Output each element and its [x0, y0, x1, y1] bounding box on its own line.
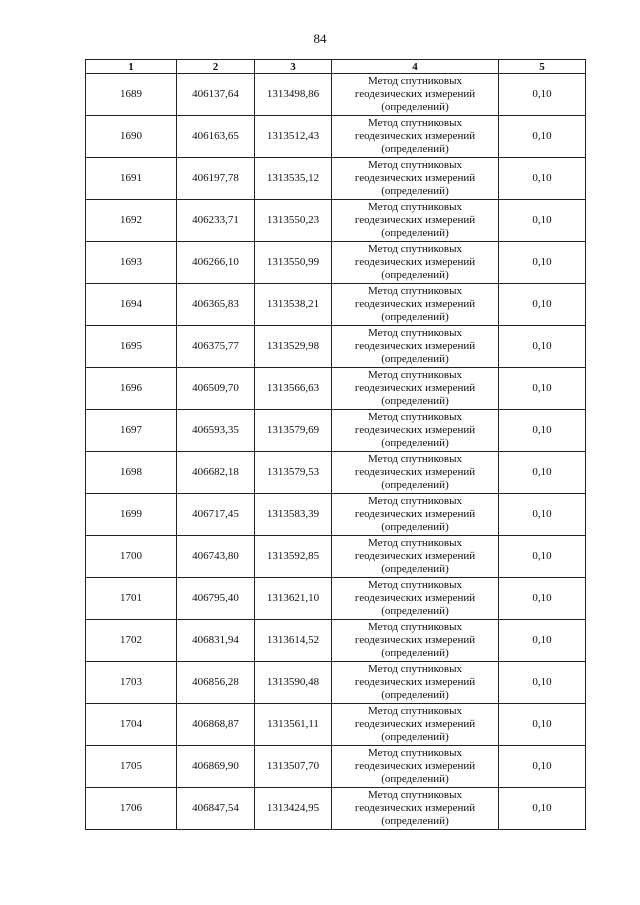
table-body: [86, 74, 586, 830]
table-row: [86, 620, 586, 662]
table-row: [86, 452, 586, 494]
coordinate-y: 1313579,69: [255, 410, 332, 452]
method-line: Метод спутниковых: [368, 159, 462, 171]
coordinate-x: 406163,65: [177, 116, 255, 158]
method-line: (определений): [381, 185, 449, 197]
point-number: 1704: [86, 704, 177, 746]
method-line: Метод спутниковых: [368, 789, 462, 801]
method-line: геодезических измерений: [354, 802, 476, 814]
table-row: [86, 242, 586, 284]
header-col-4: 4: [332, 60, 499, 74]
method-cell: [332, 200, 499, 242]
accuracy-value: 0,10: [499, 452, 586, 494]
method-line: геодезических измерений: [354, 718, 476, 730]
method-line: геодезических измерений: [354, 214, 476, 226]
method-cell: [332, 746, 499, 788]
method-cell: [332, 494, 499, 536]
method-line: Метод спутниковых: [368, 705, 462, 717]
coordinate-y: 1313550,23: [255, 200, 332, 242]
point-number: 1701: [86, 578, 177, 620]
method-cell: [332, 368, 499, 410]
method-line: (определений): [381, 647, 449, 659]
method-line: (определений): [381, 101, 449, 113]
method-cell: [332, 536, 499, 578]
point-number: 1698: [86, 452, 177, 494]
point-number: 1706: [86, 788, 177, 830]
table-row: [86, 494, 586, 536]
point-number: 1690: [86, 116, 177, 158]
table-row: [86, 578, 586, 620]
coordinate-y: 1313592,85: [255, 536, 332, 578]
method-line: геодезических измерений: [354, 634, 476, 646]
table-row: [86, 74, 586, 116]
accuracy-value: 0,10: [499, 158, 586, 200]
table-row: [86, 200, 586, 242]
coordinate-y: 1313424,95: [255, 788, 332, 830]
coordinate-x: 406868,87: [177, 704, 255, 746]
method-cell: [332, 788, 499, 830]
method-line: (определений): [381, 773, 449, 785]
coordinate-y: 1313579,53: [255, 452, 332, 494]
accuracy-value: 0,10: [499, 578, 586, 620]
table-row: [86, 410, 586, 452]
table-row: [86, 536, 586, 578]
point-number: 1693: [86, 242, 177, 284]
coordinate-x: 406365,83: [177, 284, 255, 326]
table-row: [86, 368, 586, 410]
method-cell: [332, 158, 499, 200]
coordinate-x: 406743,80: [177, 536, 255, 578]
method-line: (определений): [381, 143, 449, 155]
coordinate-y: 1313529,98: [255, 326, 332, 368]
coordinate-x: 406375,77: [177, 326, 255, 368]
method-cell: [332, 662, 499, 704]
coordinate-x: 406831,94: [177, 620, 255, 662]
point-number: 1689: [86, 74, 177, 116]
method-line: (определений): [381, 815, 449, 827]
method-line: (определений): [381, 521, 449, 533]
coordinate-x: 406717,45: [177, 494, 255, 536]
coordinate-x: 406847,54: [177, 788, 255, 830]
page-number: 84: [313, 31, 327, 46]
method-line: (определений): [381, 353, 449, 365]
accuracy-value: 0,10: [499, 620, 586, 662]
coordinate-y: 1313621,10: [255, 578, 332, 620]
accuracy-value: 0,10: [499, 284, 586, 326]
accuracy-value: 0,10: [499, 200, 586, 242]
accuracy-value: 0,10: [499, 242, 586, 284]
method-line: Метод спутниковых: [368, 285, 462, 297]
accuracy-value: 0,10: [499, 788, 586, 830]
point-number: 1699: [86, 494, 177, 536]
point-number: 1691: [86, 158, 177, 200]
method-line: (определений): [381, 269, 449, 281]
method-line: (определений): [381, 563, 449, 575]
coordinate-x: 406233,71: [177, 200, 255, 242]
method-line: Метод спутниковых: [368, 579, 462, 591]
method-line: геодезических измерений: [354, 550, 476, 562]
coordinate-x: 406137,64: [177, 74, 255, 116]
table-row: [86, 158, 586, 200]
header-col-3: 3: [255, 60, 332, 74]
coordinate-x: 406682,18: [177, 452, 255, 494]
method-line: геодезических измерений: [354, 256, 476, 268]
coordinate-y: 1313583,39: [255, 494, 332, 536]
method-line: геодезических измерений: [354, 172, 476, 184]
table-header: [86, 60, 586, 74]
accuracy-value: 0,10: [499, 368, 586, 410]
method-line: геодезических измерений: [354, 676, 476, 688]
point-number: 1697: [86, 410, 177, 452]
method-line: (определений): [381, 689, 449, 701]
coordinate-y: 1313550,99: [255, 242, 332, 284]
method-cell: [332, 326, 499, 368]
header-col-2: 2: [177, 60, 255, 74]
method-line: геодезических измерений: [354, 298, 476, 310]
method-line: Метод спутниковых: [368, 411, 462, 423]
method-line: геодезических измерений: [354, 382, 476, 394]
point-number: 1696: [86, 368, 177, 410]
table-row: [86, 746, 586, 788]
coordinate-y: 1313498,86: [255, 74, 332, 116]
point-number: 1695: [86, 326, 177, 368]
table-row: [86, 788, 586, 830]
method-line: Метод спутниковых: [368, 75, 462, 87]
coordinate-y: 1313512,43: [255, 116, 332, 158]
table-row: [86, 662, 586, 704]
accuracy-value: 0,10: [499, 494, 586, 536]
method-cell: [332, 620, 499, 662]
coordinate-x: 406795,40: [177, 578, 255, 620]
coordinate-y: 1313566,63: [255, 368, 332, 410]
method-line: Метод спутниковых: [368, 621, 462, 633]
coordinate-y: 1313614,52: [255, 620, 332, 662]
accuracy-value: 0,10: [499, 116, 586, 158]
method-line: Метод спутниковых: [368, 243, 462, 255]
method-line: Метод спутниковых: [368, 747, 462, 759]
method-line: геодезических измерений: [354, 508, 476, 520]
method-line: геодезических измерений: [354, 466, 476, 478]
accuracy-value: 0,10: [499, 74, 586, 116]
method-line: геодезических измерений: [354, 88, 476, 100]
coordinate-y: 1313535,12: [255, 158, 332, 200]
method-cell: [332, 578, 499, 620]
method-line: геодезических измерений: [354, 760, 476, 772]
method-line: Метод спутниковых: [368, 495, 462, 507]
method-line: (определений): [381, 479, 449, 491]
coordinate-y: 1313590,48: [255, 662, 332, 704]
method-line: геодезических измерений: [354, 424, 476, 436]
method-line: (определений): [381, 227, 449, 239]
table-row: [86, 284, 586, 326]
method-line: Метод спутниковых: [368, 663, 462, 675]
coordinates-table: [85, 59, 586, 830]
accuracy-value: 0,10: [499, 326, 586, 368]
method-cell: [332, 74, 499, 116]
method-cell: [332, 242, 499, 284]
point-number: 1700: [86, 536, 177, 578]
method-line: геодезических измерений: [354, 340, 476, 352]
method-line: (определений): [381, 605, 449, 617]
method-line: Метод спутниковых: [368, 327, 462, 339]
coordinate-y: 1313538,21: [255, 284, 332, 326]
coordinate-x: 406593,35: [177, 410, 255, 452]
method-line: (определений): [381, 437, 449, 449]
coordinate-x: 406197,78: [177, 158, 255, 200]
method-line: (определений): [381, 395, 449, 407]
coordinate-y: 1313561,11: [255, 704, 332, 746]
accuracy-value: 0,10: [499, 536, 586, 578]
method-cell: [332, 704, 499, 746]
method-cell: [332, 410, 499, 452]
coordinate-x: 406509,70: [177, 368, 255, 410]
point-number: 1694: [86, 284, 177, 326]
method-line: геодезических измерений: [354, 592, 476, 604]
accuracy-value: 0,10: [499, 704, 586, 746]
table-row: [86, 326, 586, 368]
method-line: (определений): [381, 731, 449, 743]
method-cell: [332, 452, 499, 494]
method-line: Метод спутниковых: [368, 369, 462, 381]
method-line: Метод спутниковых: [368, 453, 462, 465]
method-line: (определений): [381, 311, 449, 323]
coordinate-x: 406856,28: [177, 662, 255, 704]
method-cell: [332, 116, 499, 158]
point-number: 1705: [86, 746, 177, 788]
method-line: Метод спутниковых: [368, 117, 462, 129]
header-row: [86, 60, 586, 74]
point-number: 1703: [86, 662, 177, 704]
accuracy-value: 0,10: [499, 746, 586, 788]
method-line: геодезических измерений: [354, 130, 476, 142]
accuracy-value: 0,10: [499, 662, 586, 704]
table-row: [86, 116, 586, 158]
point-number: 1702: [86, 620, 177, 662]
coordinate-x: 406869,90: [177, 746, 255, 788]
header-col-5: 5: [499, 60, 586, 74]
method-cell: [332, 284, 499, 326]
point-number: 1692: [86, 200, 177, 242]
table-row: [86, 704, 586, 746]
method-line: Метод спутниковых: [368, 537, 462, 549]
coordinate-x: 406266,10: [177, 242, 255, 284]
method-line: Метод спутниковых: [368, 201, 462, 213]
accuracy-value: 0,10: [499, 410, 586, 452]
header-col-1: 1: [86, 60, 177, 74]
coordinate-y: 1313507,70: [255, 746, 332, 788]
